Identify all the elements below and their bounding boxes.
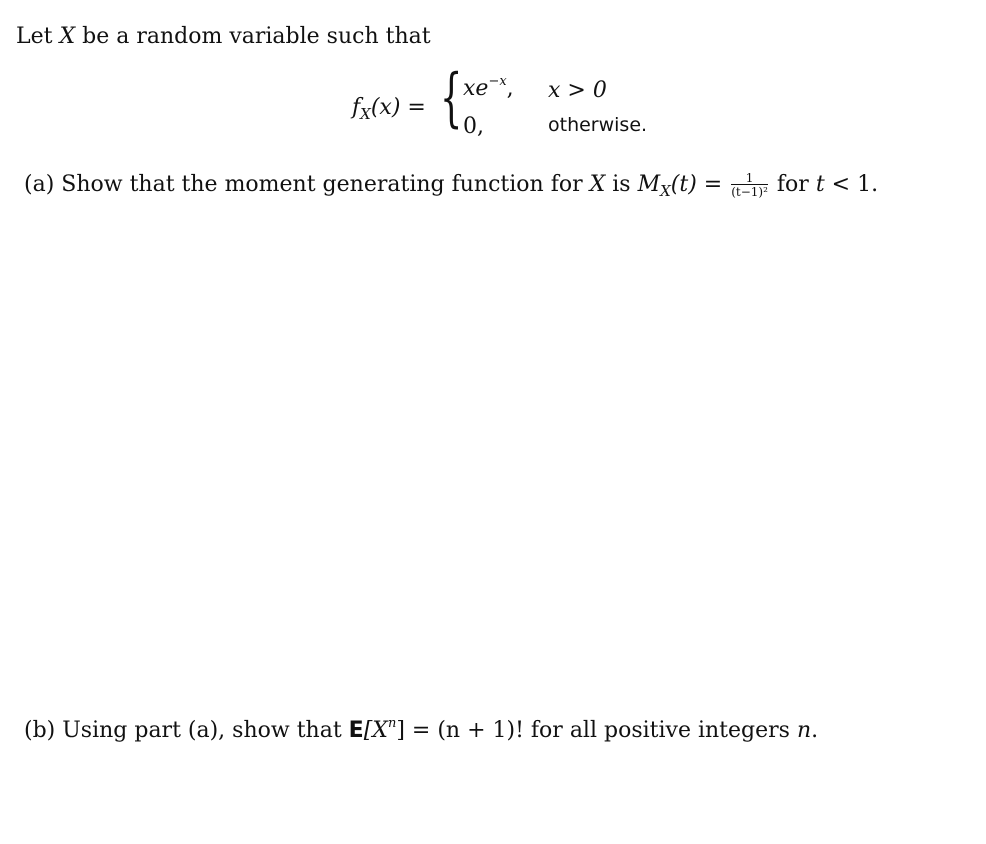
pdf-function-f: f (352, 95, 361, 120)
part-a-mgf-m: M (637, 172, 661, 197)
part-a-mgf-argument: (t) = (670, 172, 723, 197)
part-a-variable-t: t (815, 172, 825, 197)
pdf-case1-expression (463, 76, 514, 101)
intro-sentence (16, 24, 431, 49)
pdf-case2-expression: 0, (463, 114, 484, 139)
pdf-argument: (x) = (370, 95, 426, 120)
part-a-label: (a) Show that the moment generating function for (24, 172, 590, 197)
part-a-fraction-numerator: 1 (731, 172, 768, 185)
pdf-case1-condition: x > 0 (548, 78, 607, 103)
part-b-label: (b) Using part (a), show that (24, 718, 349, 743)
intro-text-start: Let (16, 24, 60, 49)
part-a-for: for (769, 172, 816, 197)
part-b-statement (24, 718, 818, 743)
part-a-statement (24, 172, 878, 198)
part-b-rest: ] = (n + 1)! for all positive integers (396, 718, 797, 743)
pdf-case1-xe: xe (463, 76, 489, 101)
part-a-fraction-denominator: (t−1)² (731, 185, 768, 199)
intro-variable-x: X (59, 24, 76, 49)
part-b-expectation-symbol: E (348, 718, 364, 743)
part-b-variable-n: n (796, 718, 812, 743)
pdf-case1-comma: , (506, 76, 514, 101)
part-a-is: is (605, 172, 638, 197)
part-b-bracket-x: [X (363, 718, 388, 743)
part-b-exponent-n: n (387, 716, 397, 731)
part-a-condition: < 1. (824, 172, 879, 197)
pdf-lhs (352, 95, 426, 123)
part-a-fraction (731, 172, 768, 198)
part-a-variable-x: X (589, 172, 606, 197)
pdf-case1-exponent: −x (488, 74, 507, 89)
part-b-period: . (811, 718, 819, 743)
pdf-brace: { (440, 61, 463, 135)
pdf-subscript-x: X (360, 105, 371, 123)
pdf-case2-condition: otherwise. (548, 114, 648, 136)
intro-text-end: be a random variable such that (75, 24, 431, 49)
part-a-mgf-subscript: X (660, 182, 671, 200)
